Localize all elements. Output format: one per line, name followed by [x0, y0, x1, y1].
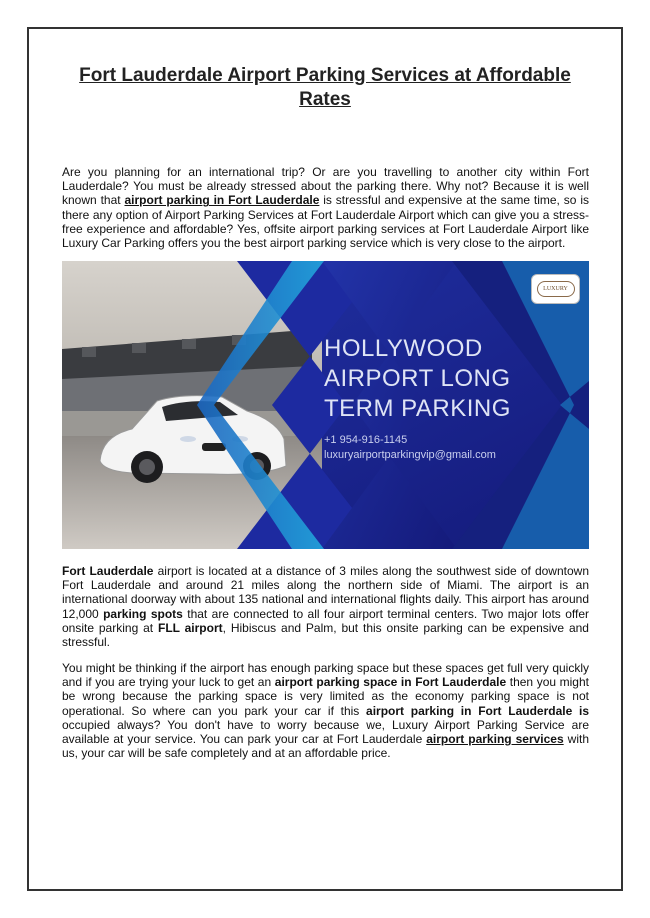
text-span: occupied always? You don't have to worry because we, Luxury Airport Parking Service are available at your service. You can park your car at Fort Lauderdale — [62, 717, 589, 747]
luxury-logo — [531, 274, 580, 304]
text-span: that are connected to all four airport terminal centers. Two major lots offer onsite parking at — [62, 606, 589, 635]
airport-parking-link[interactable]: airport parking in Fort Lauderdale — [124, 193, 320, 208]
text-span: is stressful and expensive at the same time, so is there any option of Airport Parking Services at Fort Lauderdale Airport which can give you a stress-free experience and affordable? Yes, offsite airport parking services at Fort Lauderdale Airport like Luxury Car Parking offers you the best airport parking service which is very close to the airport. — [62, 193, 589, 251]
promo-banner-image — [62, 261, 589, 549]
banner-phone: +1 954-916-1145 — [324, 434, 408, 446]
text-span: airport is located at a distance of 3 miles along the southwest side of downtown Fort Lauderdale and around 21 miles along the northern side of Miami. The airport is an international doorway with about 135 national and international flights daily. This airport has around 12,000 — [62, 564, 589, 621]
bold-text: parking spots — [103, 606, 183, 621]
availability-paragraph — [62, 661, 589, 760]
text-span: , Hibiscus and Palm, but this onsite parking can be expensive and stressful. — [62, 620, 589, 650]
headline-line: TERM PARKING — [324, 395, 511, 422]
bold-text: airport parking in Fort Lauderdale is — [366, 703, 589, 718]
headline-line: AIRPORT LONG — [324, 365, 511, 392]
page-frame — [27, 27, 623, 891]
text-span: with us, your car will be safe completely and at an affordable price. — [62, 732, 589, 761]
bold-text: airport parking space in Fort Lauderdale — [274, 675, 507, 690]
banner-email: luxuryairportparkingvip@gmail.com — [324, 449, 496, 461]
text-span: then you might be wrong because the parking space is very limited as the economy parking space is not operational. So where can you park your car if this — [62, 675, 589, 718]
intro-paragraph — [62, 165, 589, 250]
airport-parking-services-link[interactable]: airport parking services — [426, 732, 564, 747]
location-paragraph — [62, 564, 589, 649]
banner-contact — [324, 433, 496, 463]
banner-headline — [324, 334, 564, 424]
bold-text: Fort Lauderdale — [62, 564, 154, 578]
bold-text: FLL airport — [157, 620, 223, 635]
headline-line: HOLLYWOOD — [324, 335, 483, 362]
text-span: Are you planning for an international trip? Or are you travelling to another city within Fort Lauderdale? You must be already stressed about the parking there. Why not? Because it is well known that — [62, 165, 589, 208]
logo-text: LUXURY — [537, 281, 575, 297]
text-span: You might be thinking if the airport has enough parking space but these spaces get full very quickly and if you are trying your luck to get an — [62, 661, 589, 690]
page-title: Fort Lauderdale Airport Parking Services at Affordable Rates — [79, 65, 571, 110]
